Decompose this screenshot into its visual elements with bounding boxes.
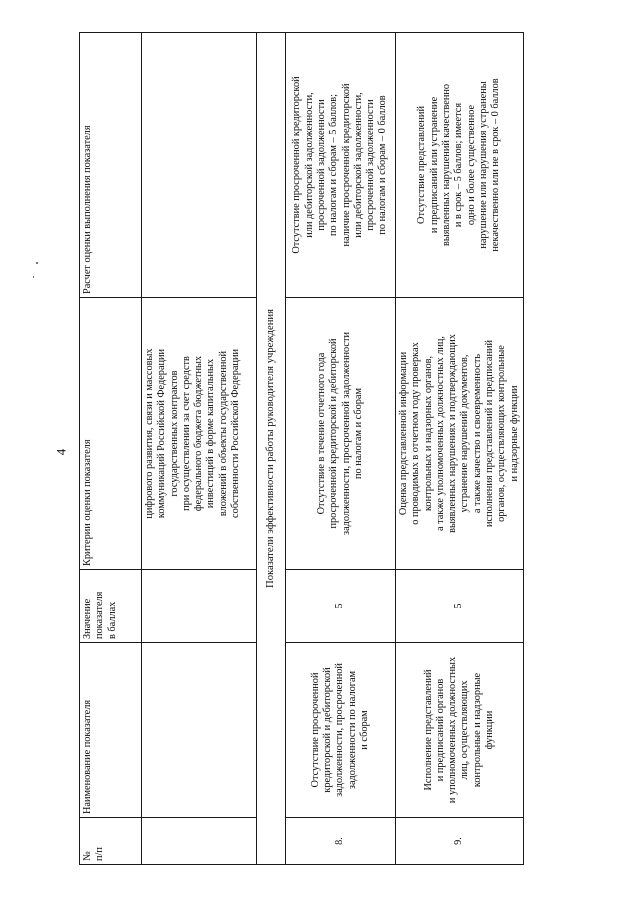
header-value: Значение показателя в баллах [80,570,142,643]
header-name: Наименование показателя [80,643,142,818]
row-calc: Отсутствие просроченной кредиторской или дебиторской задолженности, просроченной задолженности по налогам и сборам – 5 баллов; наличие просроченной кредиторской или дебиторской задолженности, просроченной задолженности по налогам и сборам – 0 баллов [286,33,396,298]
continuation-calc [142,33,257,298]
row-name: Исполнение представлений и предписаний органов и уполномоченных должностных лиц, осуществляющих контрольные и надзорные функции [396,643,524,818]
scan-speck [33,276,34,278]
row-value: 5 [396,570,524,643]
indicators-table [79,32,524,865]
header-calc: Расчет оценки выполнения показателя [80,33,142,298]
continuation-criteria: цифрового развития, связи и массовых коммуникаций Российской Федерации государственных контрактов при осуществлении за счет средств федерального бюджета бюджетных инвестиций в форме капитальных вложений в объекты государственной собственности Российской Федерации [142,298,257,570]
rotated-table-container [79,33,520,865]
continuation-row [142,33,257,865]
section-row [257,33,286,865]
table-row [396,33,524,865]
row-num: 9. [396,818,524,865]
scan-speck [36,262,38,264]
row-num: 8. [286,818,396,865]
continuation-name [142,643,257,818]
row-name: Отсутствие просроченной кредиторской и дебиторской задолженности, просроченной задолженности по налогам и сборам [286,643,396,818]
row-criteria: Оценка представленной информации о проводимых в отчетном году проверках контрольных и надзорных органов, а также уполномоченных должностных лиц, выявленных нарушениях и подтверждающих устранение нарушений документов, а также качество и своевременность исполнения представлений и предписаний органов, осуществляющих контрольные и надзорные функции [396,298,524,570]
continuation-num [142,818,257,865]
row-value: 5 [286,570,396,643]
row-criteria: Отсутствие в течение отчетного года просроченной кредиторской и дебиторской задолженности, просроченной задолженности по налогам и сборам [286,298,396,570]
table-row [286,33,396,865]
continuation-value [142,570,257,643]
header-criteria: Критерии оценки показателя [80,298,142,570]
header-num: № п/п [80,818,142,865]
row-calc: Отсутствие представлений и предписаний или устранение выявленных нарушений качественно и в срок – 5 баллов; имеется одно и более существенное нарушение или нарушения устранены некачественно или не в срок – 0 баллов [396,33,524,298]
page-number: 4 [53,448,69,456]
header-row [80,33,142,865]
section-title: Показатели эффективности работы руководителя учреждения [257,33,286,865]
